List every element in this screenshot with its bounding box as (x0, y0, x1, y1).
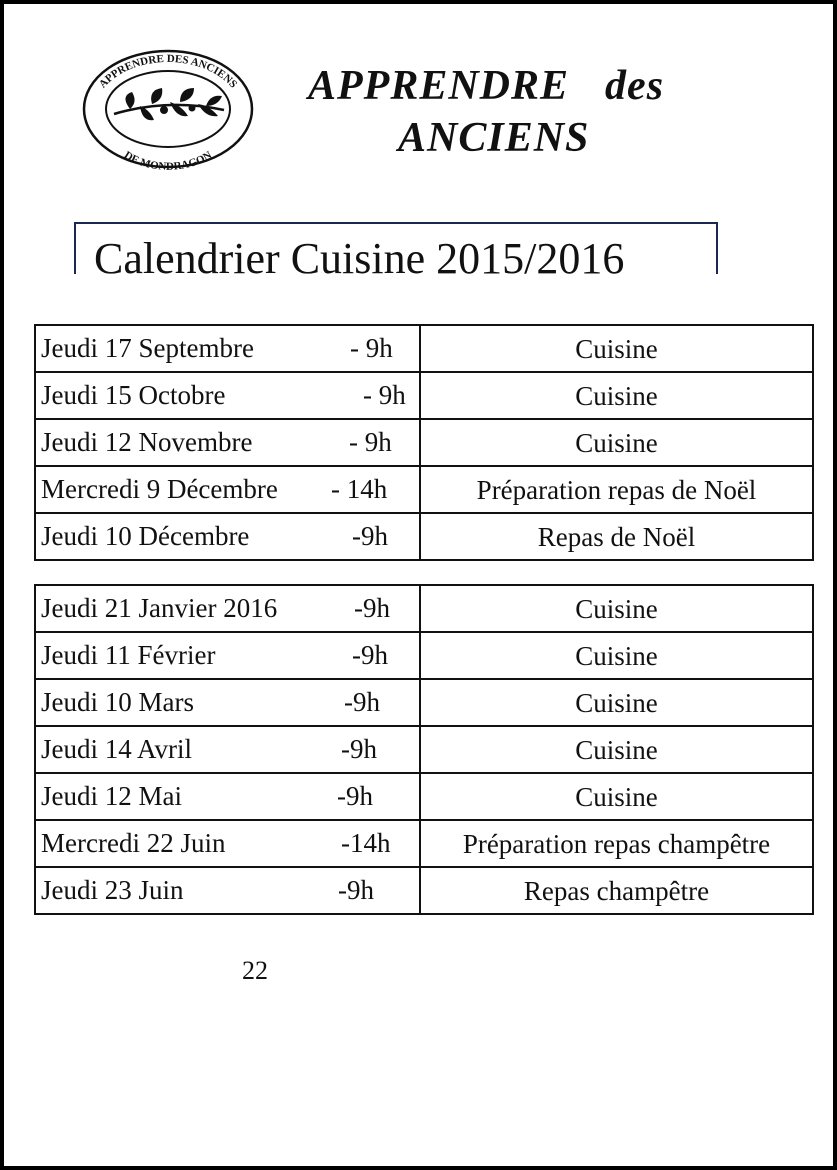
activity-cell (420, 679, 813, 726)
activity-text: Préparation repas de Noël (476, 475, 757, 505)
date-cell (35, 466, 420, 513)
activity-cell (420, 466, 813, 513)
date-text: Mercredi 22 Juin (41, 828, 226, 858)
activity-cell (420, 726, 813, 773)
date-text: Jeudi 11 Février (41, 640, 216, 670)
table-row (35, 466, 813, 513)
table-row (35, 372, 813, 419)
date-cell (35, 632, 420, 679)
activity-text: Cuisine (575, 735, 658, 765)
date-text: Jeudi 12 Novembre (41, 427, 253, 457)
activity-cell (420, 372, 813, 419)
table-row (35, 679, 813, 726)
time-text: -9h (354, 593, 390, 623)
activity-cell (420, 419, 813, 466)
activity-text: Préparation repas champêtre (462, 829, 771, 859)
activity-text: Cuisine (575, 428, 658, 458)
org-title-main: APPRENDRE (308, 63, 570, 109)
time-text: - 9h (349, 427, 392, 457)
date-text: Jeudi 10 Mars (41, 687, 194, 717)
activity-text: Cuisine (575, 334, 658, 364)
olive-branch-logo-icon (80, 48, 256, 170)
date-text: Jeudi 21 Janvier 2016 (41, 593, 278, 623)
time-text: - 14h (331, 474, 388, 504)
activity-cell (420, 632, 813, 679)
page-number: 22 (242, 956, 268, 985)
table-row (35, 513, 813, 560)
activity-text: Cuisine (575, 782, 658, 812)
activity-cell (420, 773, 813, 820)
date-cell (35, 679, 420, 726)
date-text: Jeudi 12 Mai (41, 781, 182, 811)
date-cell (35, 372, 420, 419)
activity-text: Repas champêtre (523, 876, 710, 906)
time-text: -9h (341, 734, 377, 764)
time-text: -9h (352, 640, 388, 670)
org-title-line2: ANCIENS (398, 115, 590, 161)
table-row (35, 820, 813, 867)
date-cell (35, 726, 420, 773)
activity-text: Cuisine (575, 594, 658, 624)
date-text: Jeudi 10 Décembre (41, 521, 250, 551)
schedule-table-2016 (34, 584, 814, 915)
activity-text: Cuisine (575, 381, 658, 411)
time-text: - 9h (350, 333, 393, 363)
date-text: Jeudi 17 Septembre (41, 333, 254, 363)
calendar-title: Calendrier Cuisine 2015/2016 (74, 222, 718, 274)
activity-cell (420, 585, 813, 632)
time-text: -9h (352, 521, 388, 551)
organization-title (294, 60, 734, 164)
time-text: -9h (344, 687, 380, 717)
date-cell (35, 867, 420, 914)
time-text: -14h (341, 828, 391, 858)
activity-text: Repas de Noël (537, 522, 696, 552)
logo-ring-bottom-text: DE MONDRAGON (121, 149, 215, 170)
activity-cell (420, 325, 813, 372)
schedule-table-2015 (34, 324, 814, 561)
date-text: Mercredi 9 Décembre (41, 474, 278, 504)
time-text: -9h (338, 875, 374, 905)
date-text: Jeudi 15 Octobre (41, 380, 226, 410)
svg-text:DE MONDRAGON (122, 149, 214, 170)
date-cell (35, 513, 420, 560)
activity-text: Cuisine (575, 688, 658, 718)
logo-ring-top-text: APPRENDRE DES ANCIENS (96, 52, 240, 91)
activity-cell (420, 867, 813, 914)
date-cell (35, 585, 420, 632)
org-title-suffix: des (605, 63, 665, 109)
date-text: Jeudi 23 Juin (41, 875, 184, 905)
date-text: Jeudi 14 Avril (41, 734, 192, 764)
time-text: - 9h (363, 380, 406, 410)
table-row (35, 867, 813, 914)
date-cell (35, 419, 420, 466)
activity-text: Cuisine (575, 641, 658, 671)
date-cell (35, 820, 420, 867)
table-row (35, 773, 813, 820)
activity-cell (420, 820, 813, 867)
table-row (35, 632, 813, 679)
table-row (35, 585, 813, 632)
table-row (35, 726, 813, 773)
activity-cell (420, 513, 813, 560)
table-row (35, 325, 813, 372)
time-text: -9h (337, 781, 373, 811)
table-row (35, 419, 813, 466)
date-cell (35, 325, 420, 372)
date-cell (35, 773, 420, 820)
